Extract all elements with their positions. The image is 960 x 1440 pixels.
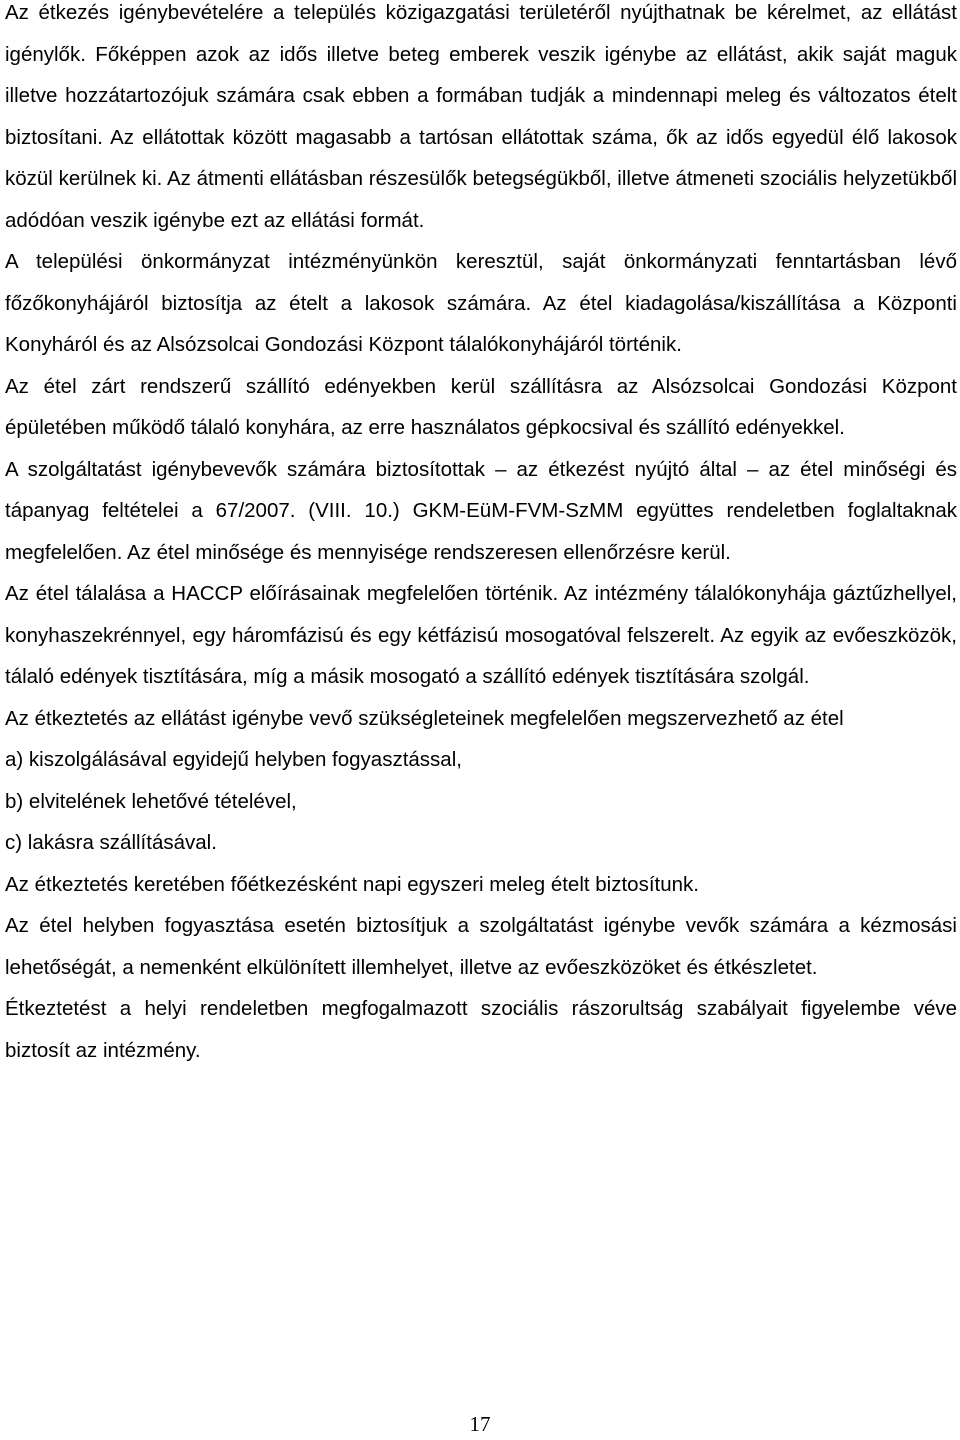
paragraph-kitchen-provision: A települési önkormányzat intézményünkön keresztül, saját önkormányzati fenntartásban lévő főzőkonyhájáról biztosítja az ételt a lakosok számára. Az étel kiadagolása/kiszállítása a Központi Konyháról és az Alsózsolcai Gondozási Központ tálalókonyhájáról történik. xyxy=(5,250,957,356)
paragraph-haccp-serving: Az étel tálalása a HACCP előírásainak megfelelően történik. Az intézmény tálalókonyhája gáztűzhellyel, konyhaszekrénnyel, egy háromfázisú és egy kétfázisú mosogatóval felszerelt. Az egyik az evőeszközök, tálaló edények tisztítására, míg a másik mosogató a szállító edények tisztítására szolgál. xyxy=(5,582,957,688)
paragraph-meal-organization: Az étkeztetés az ellátást igénybe vevő szükségleteinek megfelelően megszervezhető az étel xyxy=(5,706,844,730)
page-number: 17 xyxy=(469,1412,491,1436)
paragraph-quality-regulation: A szolgáltatást igénybevevők számára biztosítottak – az étkezést nyújtó által – az étel minőségi és tápanyag feltételei a 67/2007. (VIII. 10.) GKM-EüM-FVM-SzMM együttes rendeletben foglaltaknak megfelelően. Az étel minősége és mennyisége rendszeresen ellenőrzésre kerül. xyxy=(5,457,957,564)
paragraph-meal-eligibility: Az étkezés igénybevételére a település közigazgatási területéről nyújthatnak be kérelmet, az ellátást igénylők. Főképpen azok az idős illetve beteg emberek veszik igénybe az ellátást, akik saját maguk illetve hozzátartozójuk számára csak ebben a formában tudják a mindennapi meleg és változatos ételt biztosítani. Az ellátottak között magasabb a tartósan ellátottak száma, ők az idős egyedül élő lakosok közül kerülnek ki. Az átmenti ellátásban részesülők betegségükből, illetve átmeneti szociális helyzetükből adódóan veszik igénybe ezt az ellátási formát. xyxy=(5,1,957,232)
list-item-on-site: a) kiszolgálásával egyidejű helyben fogyasztással, xyxy=(5,748,462,771)
paragraph-eligibility-rules: Étkeztetést a helyi rendeletben megfogalmazott szociális rászorultság szabályait figyelembe véve biztosít az intézmény. xyxy=(5,997,957,1062)
list-item-takeaway: b) elvitelének lehetővé tételével, xyxy=(5,789,297,813)
paragraph-on-site-facilities: Az étel helyben fogyasztása esetén biztosítjuk a szolgáltatást igénybe vevők számára a kézmosási lehetőségát, a nemenként elkülönített illemhelyet, illetve az evőeszközöket és étkészletet. xyxy=(5,914,957,979)
document-page xyxy=(5,0,957,1071)
list-item-home-delivery: c) lakásra szállításával. xyxy=(5,831,217,854)
paragraph-transport: Az étel zárt rendszerű szállító edényekben kerül szállításra az Alsózsolcai Gondozási Központ épületében működő tálaló konyhára, az erre használatos gépkocsival és szállító edényekkel. xyxy=(5,374,957,439)
paragraph-main-meal: Az étkeztetés keretében főétkezésként napi egyszeri meleg ételt biztosítunk. xyxy=(5,872,699,896)
